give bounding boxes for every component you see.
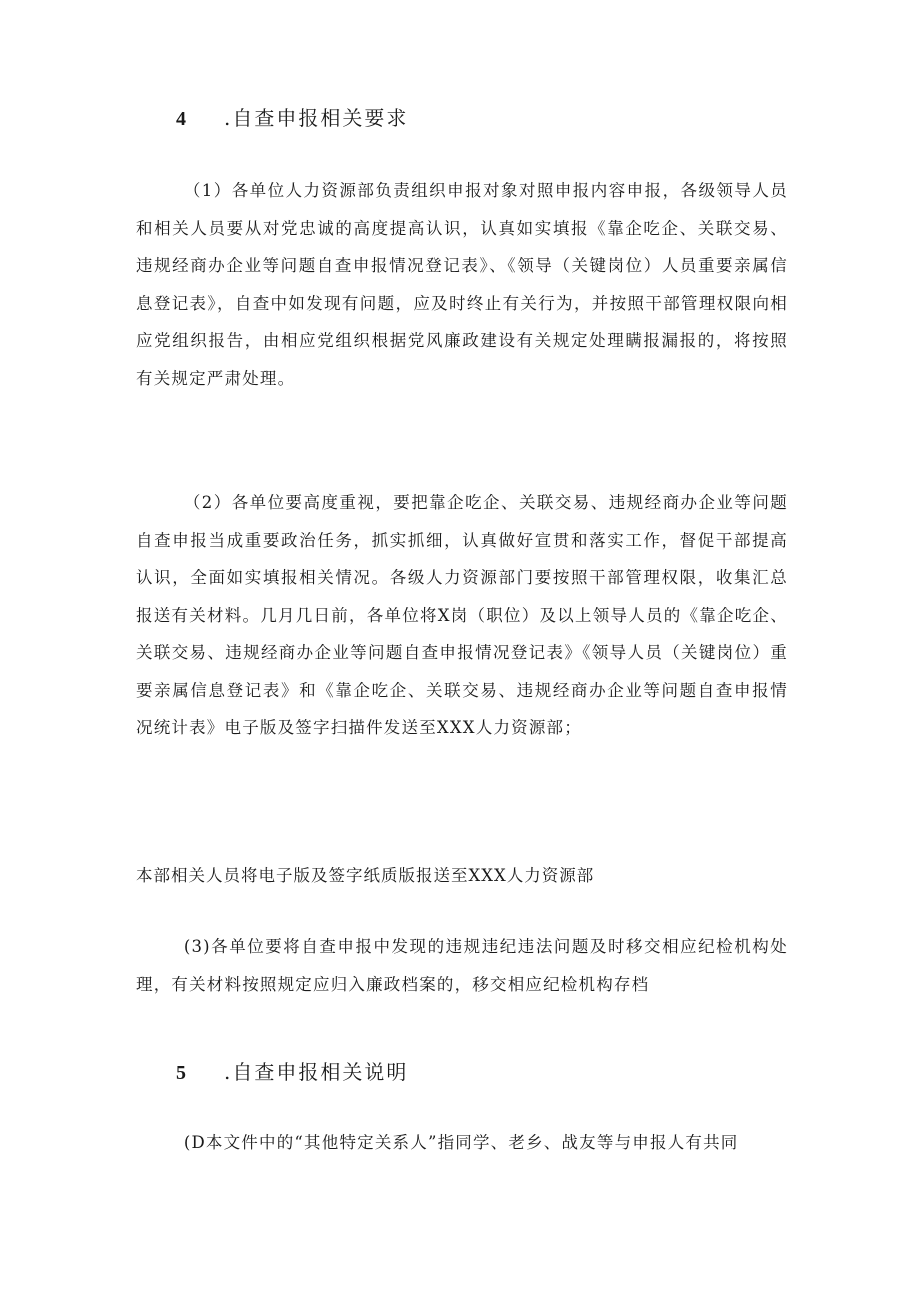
section-heading-5 [176,1056,408,1085]
section-number: 5 [176,1062,186,1084]
paragraph-1: （1）各单位人力资源部负责组织申报对象对照申报内容申报，各级领导人员和相关人员要从对党忠诚的高度提高认识，认真如实填报《靠企吃企、关联交易、违规经商办企业等问题自查申报情况登记表》、《领导（关键岗位）人员重要亲属信息登记表》，自查中如发现有问题，应及时终止有关行为，并按照干部管理权限向相应党组织报告，由相应党组织根据党风廉政建设有关规定处理瞒报漏报的，将按照有关规定严肃处理。 [136,181,788,388]
paragraph-2: （2）各单位要高度重视，要把靠企吃企、关联交易、违规经商办企业等问题自查申报当成重要政治任务，抓实抓细，认真做好宣贯和落实工作，督促干部提高认识，全面如实填报相关情况。各级人力资源部门要按照干部管理权限，收集汇总报送有关材料。几月几日前，各单位将X岗（职位）及以上领导人员的《靠企吃企、关联交易、违规经商办企业等问题自查申报情况登记表》《领导人员（关键岗位）重要亲属信息登记表》和《靠企吃企、关联交易、违规经商办企业等问题自查申报情况统计表》电子版及签字扫描件发送至XXX人力资源部； [136,493,788,737]
paragraph-4: (D本文件中的“其他特定关系人”指同学、老乡、战友等与申报人有共同 [183,1133,739,1152]
paragraph-3: (3)各单位要将自查申报中发现的违规违纪违法问题及时移交相应纪检机构处理，有关材料按照规定应归入廉政档案的，移交相应纪检机构存档 [136,937,788,994]
section-number: 4 [176,108,186,130]
section-title: .自查申报相关要求 [224,106,409,130]
paragraph-2-continuation: 本部相关人员将电子版及签字纸质版报送至XXX人力资源部 [136,866,595,885]
section-heading-4 [176,102,408,131]
section-title: .自查申报相关说明 [224,1060,409,1084]
